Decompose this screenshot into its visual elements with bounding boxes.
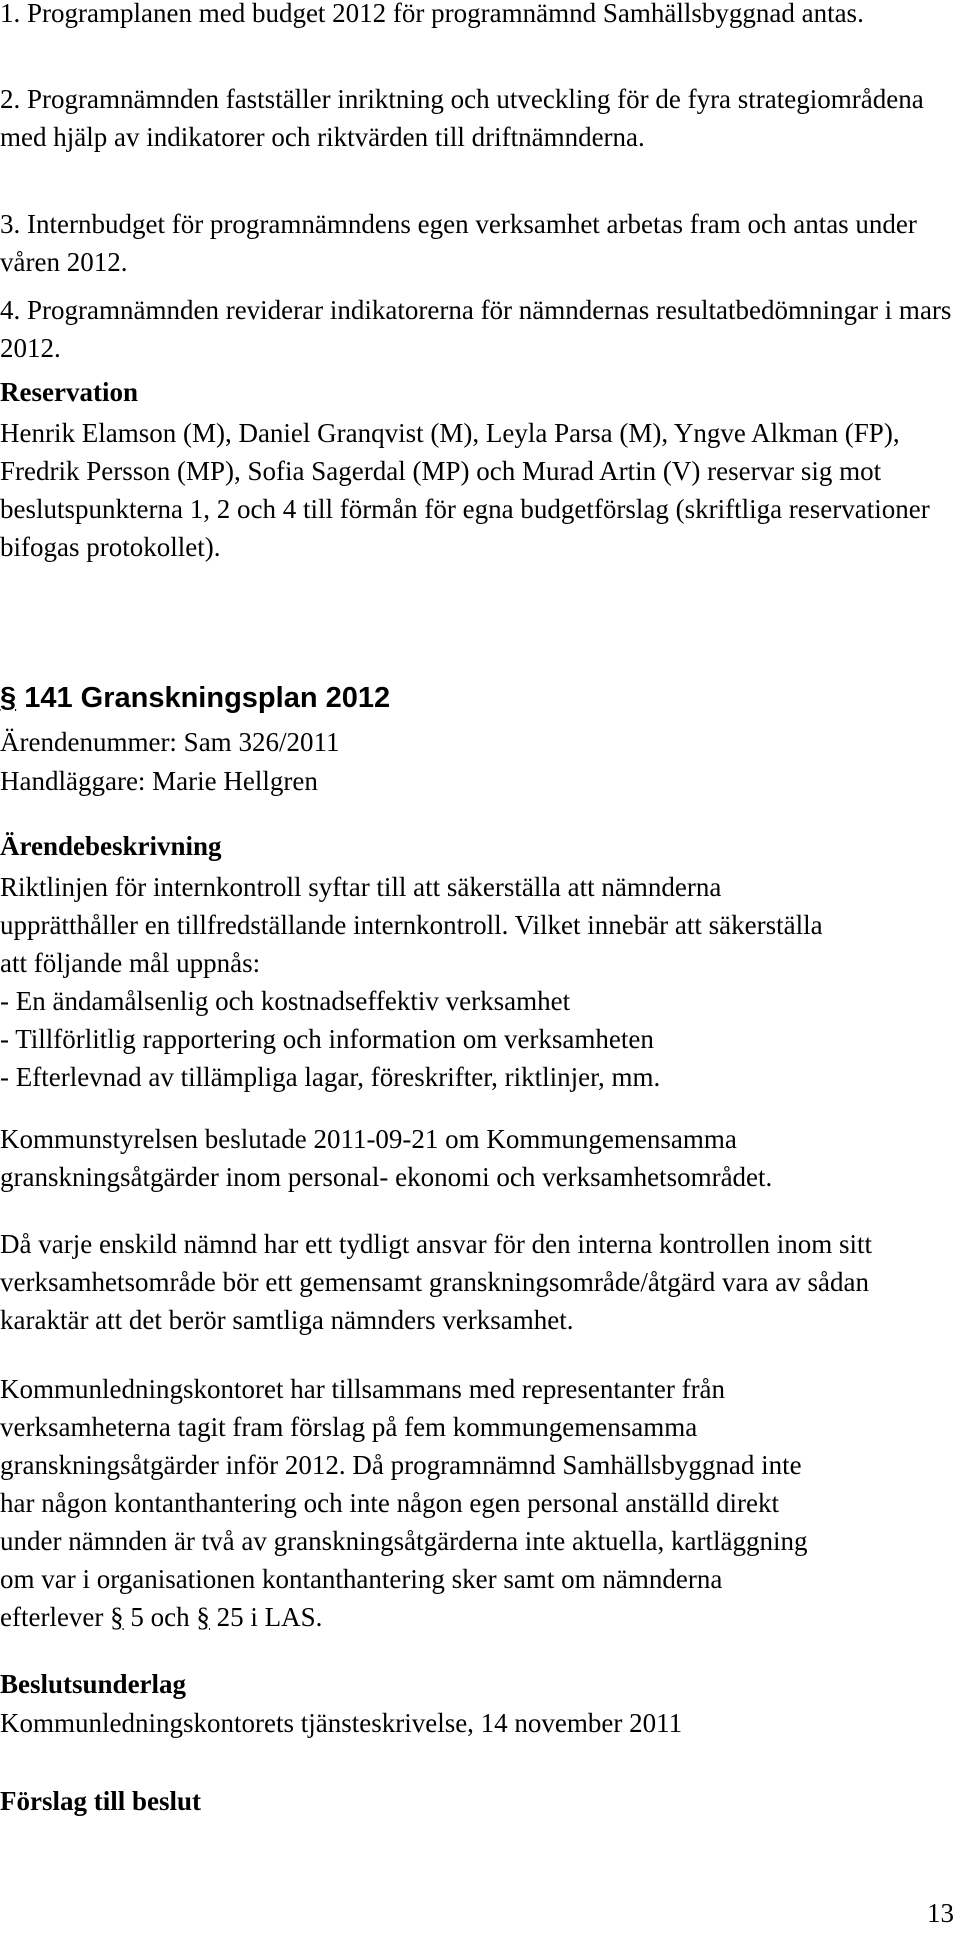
case-number: Ärendenummer: Sam 326/2011 — [0, 727, 340, 757]
text-line: om var i organisationen kontanthantering sker samt om nämnderna — [0, 1564, 723, 1594]
decision-item-4: 4. Programnämnden reviderar indikatorerna för nämndernas resultatbedömningar i mars 2012. — [0, 295, 952, 363]
section-symbol-link: § — [110, 1602, 124, 1632]
section-symbol: § — [0, 682, 17, 714]
description-paragraph-1 — [0, 868, 955, 1096]
text-line: - Efterlevnad av tillämpliga lagar, föreskrifter, riktlinjer, mm. — [0, 1062, 661, 1092]
text-line: Riktlinjen för internkontroll syftar till att säkerställa att nämnderna — [0, 872, 722, 902]
description-paragraph-2: Kommunstyrelsen beslutade 2011-09-21 om Kommungemensamma granskningsåtgärder inom personal- ekonomi och verksamhetsområdet. — [0, 1124, 773, 1192]
description-heading: Ärendebeskrivning — [0, 831, 222, 861]
text-line: under nämnden är två av granskningsåtgärderna inte aktuella, kartläggning — [0, 1526, 808, 1556]
reservation-heading: Reservation — [0, 377, 138, 407]
basis-text: Kommunledningskontorets tjänsteskrivelse, 14 november 2011 — [0, 1708, 683, 1738]
text-line: att följande mål uppnås: — [0, 948, 261, 978]
proposal-heading: Förslag till beslut — [0, 1786, 201, 1816]
section-title-text: 141 Granskningsplan 2012 — [24, 682, 391, 714]
description-paragraph-3: Då varje enskild nämnd har ett tydligt ansvar för den interna kontrollen inom sitt verksamhetsområde bör ett gemensamt granskningsområde/åtgärd vara av sådan karaktär att det berör samtliga nämnders verksamhet. — [0, 1229, 873, 1335]
text-line: har någon kontanthantering och inte någon egen personal anställd direkt — [0, 1488, 780, 1518]
text-line-last: efterlever § 5 och § 25 i LAS. — [0, 1602, 323, 1632]
text-line: Kommunledningskontoret har tillsammans med representanter från — [0, 1374, 726, 1404]
section-symbol-link: § — [196, 1602, 210, 1632]
description-paragraph-4 — [0, 1370, 955, 1636]
basis-heading: Beslutsunderlag — [0, 1669, 187, 1699]
text-line: - En ändamålsenlig och kostnadseffektiv verksamhet — [0, 986, 571, 1016]
text-line: granskningsåtgärder inför 2012. Då programnämnd Samhällsbyggnad inte — [0, 1450, 802, 1480]
text-line: verksamheterna tagit fram förslag på fem kommungemensamma — [0, 1412, 698, 1442]
text-line: - Tillförlitlig rapportering och information om verksamheten — [0, 1024, 654, 1054]
section-title — [0, 678, 390, 718]
text-line: upprätthåller en tillfredställande internkontroll. Vilket innebär att säkerställa — [0, 910, 823, 940]
page-number: 13 — [927, 1898, 954, 1928]
decision-item-1: 1. Programplanen med budget 2012 för programnämnd Samhällsbyggnad antas. — [0, 0, 864, 28]
decision-item-2: 2. Programnämnden fastställer inriktning och utveckling för de fyra strategiområdena med hjälp av indikatorer och riktvärden till driftnämnderna. — [0, 84, 924, 152]
case-handler: Handläggare: Marie Hellgren — [0, 766, 318, 796]
decision-item-3: 3. Internbudget för programnämndens egen verksamhet arbetas fram och antas under våren 2012. — [0, 209, 917, 277]
reservation-text: Henrik Elamson (M), Daniel Granqvist (M), Leyla Parsa (M), Yngve Alkman (FP), Fredrik Persson (MP), Sofia Sagerdal (MP) och Murad Artin (V) reservar sig mot beslutspunkterna 1, 2 och 4 till förmån för egna budgetförslag (skriftliga reservationer bifogas protokollet). — [0, 418, 930, 562]
